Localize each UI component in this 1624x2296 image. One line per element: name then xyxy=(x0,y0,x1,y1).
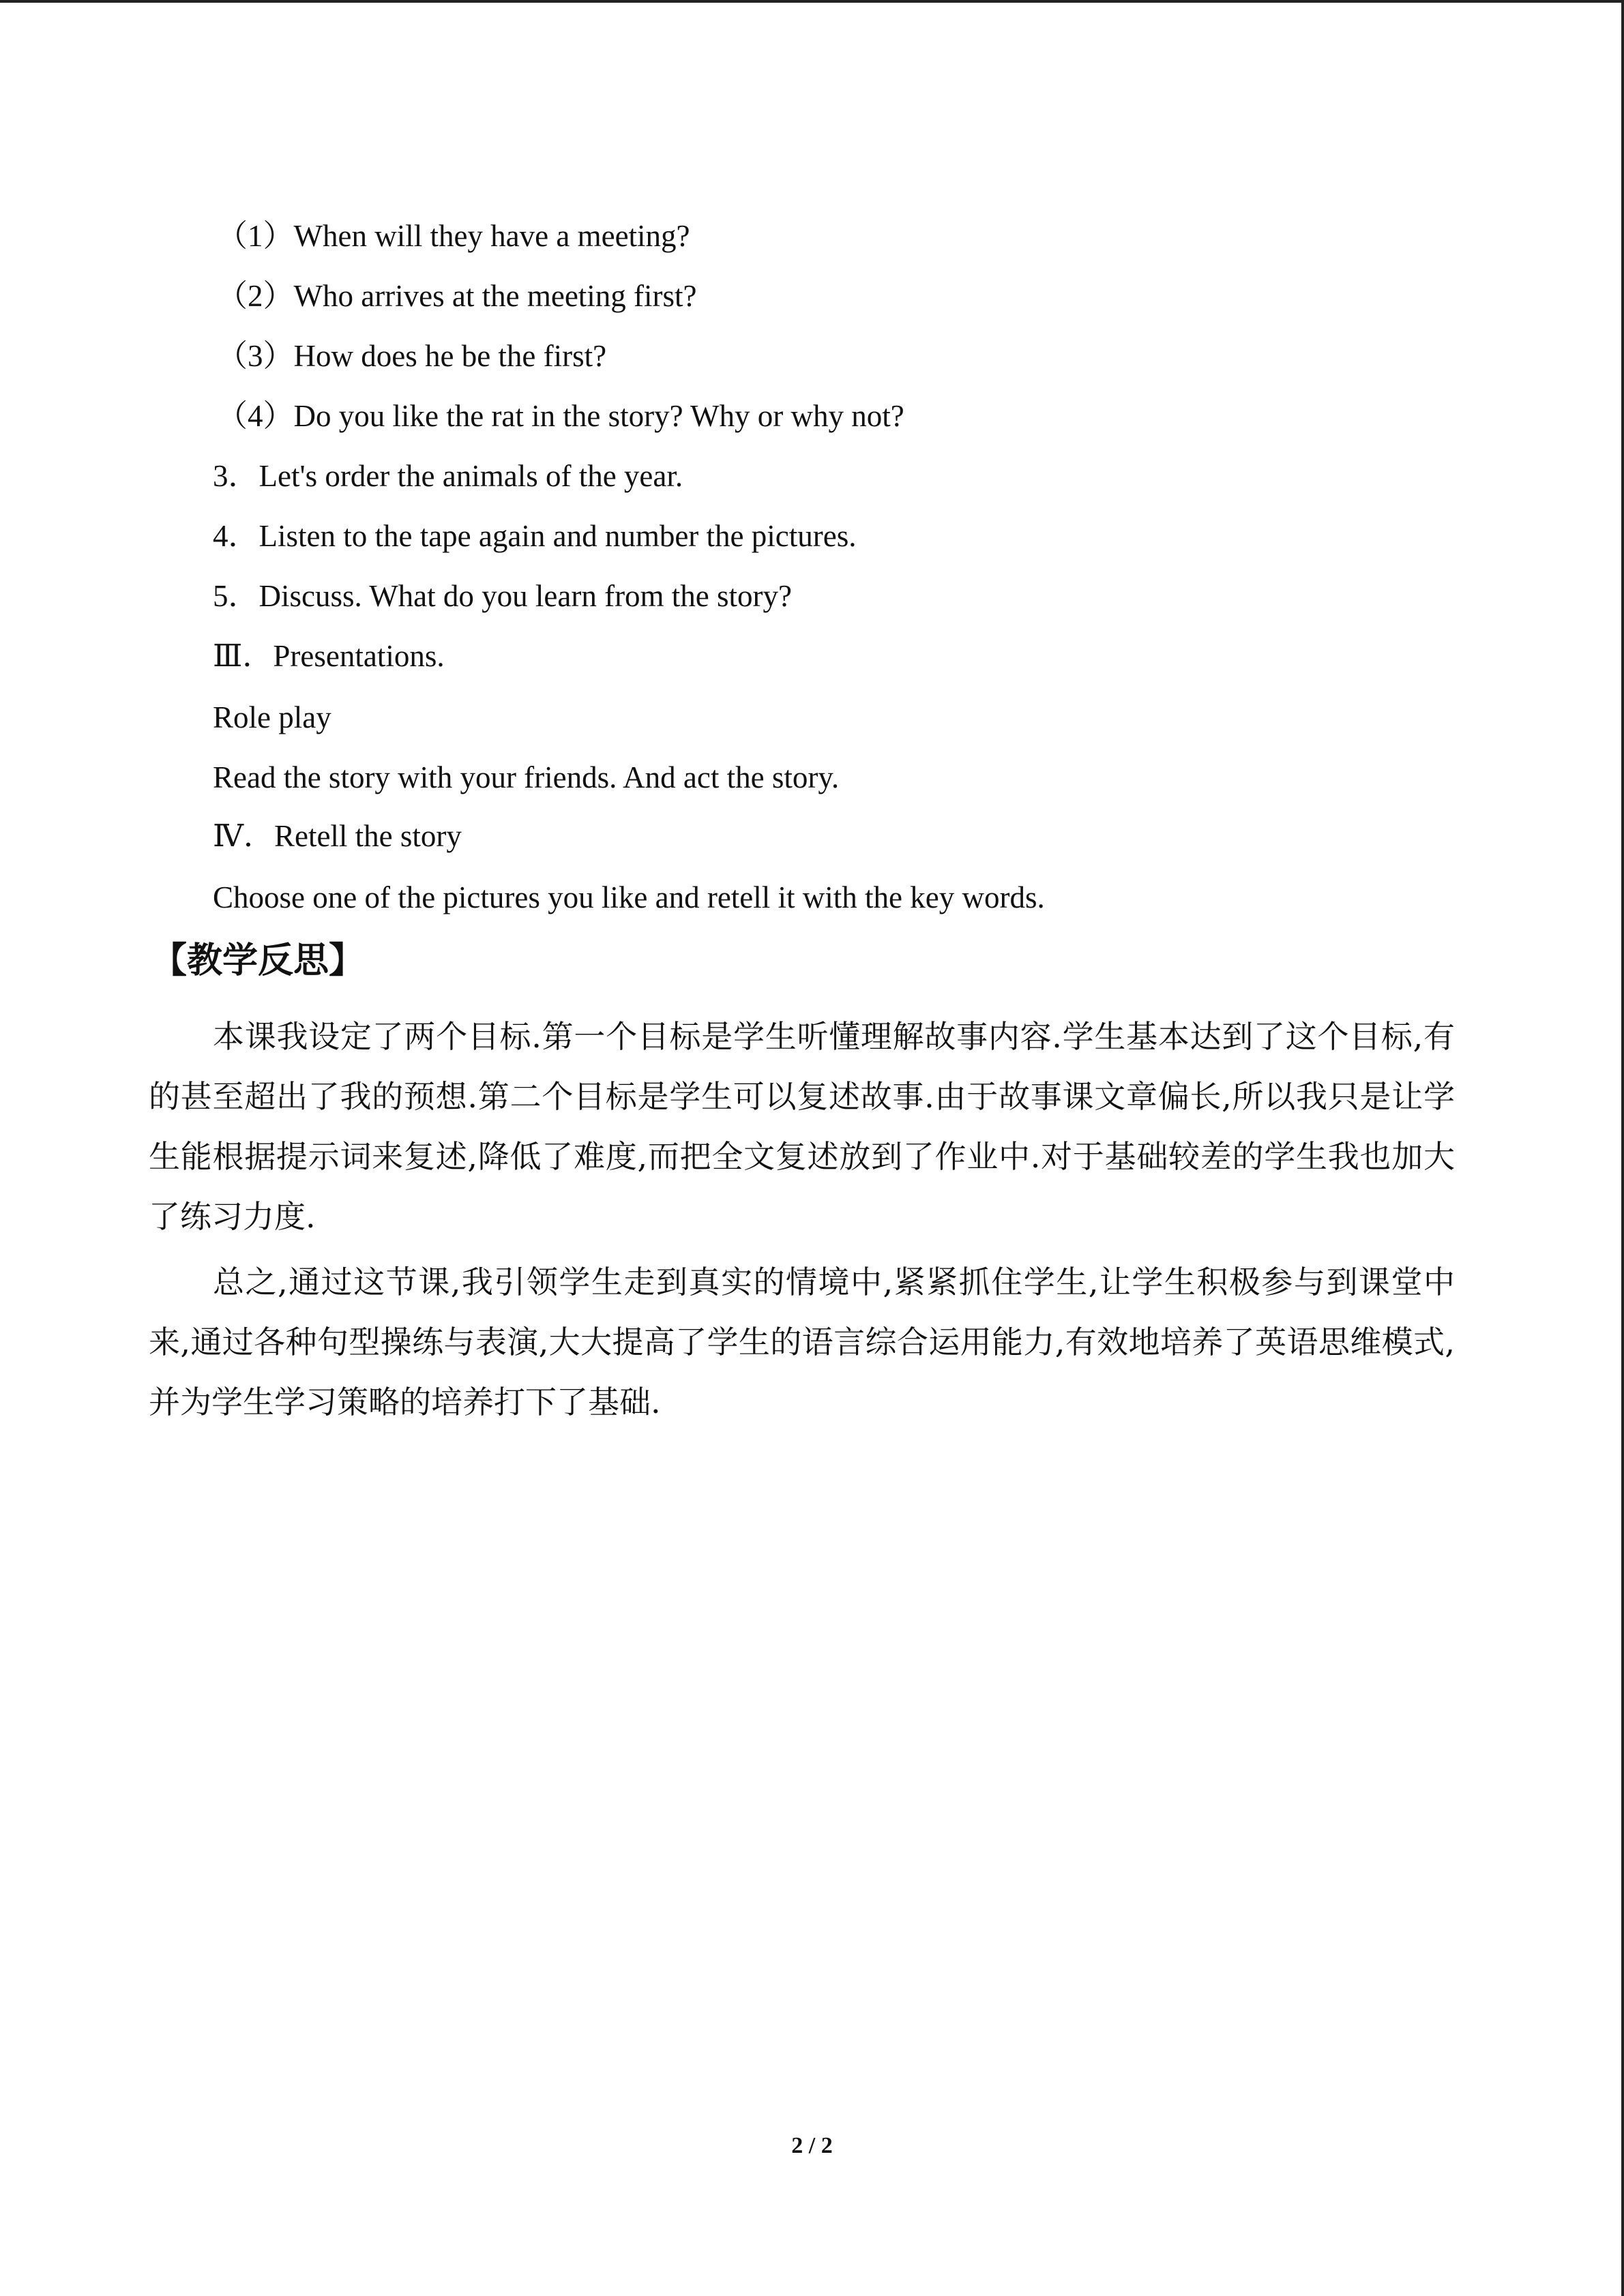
section-retell-text: Choose one of the pictures you like and retell it with the key words. xyxy=(213,880,1045,914)
question-4: （4）Do you like the rat in the story? Why or why not? xyxy=(217,399,904,433)
reflection-paragraph-1: 本课我设定了两个目标.第一个目标是学生听懂理解故事内容.学生基本达到了这个目标,有的甚至超出了我的预想.第二个目标是学生可以复述故事.由于故事课文章偏长,所以我只是让学生能根据提示词来复述,降低了难度,而把全文复述放到了作业中.对于基础较差的学生我也加大了练习力度. xyxy=(149,1018,1455,1235)
section-role-play-text: Read the story with your friends. And act the story. xyxy=(213,760,840,794)
page-number: 2 / 2 xyxy=(791,2133,833,2158)
question-3: （3）How does he be the first? xyxy=(217,339,607,373)
question-2: （2）Who arrives at the meeting first? xyxy=(217,279,697,313)
step-3: 3．Let's order the animals of the year. xyxy=(213,459,683,493)
section-presentations-title: Ⅲ．Presentations. xyxy=(213,639,445,673)
reflection-heading: 【教学反思】 xyxy=(151,940,365,981)
section-role-play-subtitle: Role play xyxy=(213,700,331,734)
question-1: （1）When will they have a meeting? xyxy=(217,219,690,253)
reflection-paragraph-2: 总之,通过这节课,我引领学生走到真实的情境中,紧紧抓住学生,让学生积极参与到课堂中来,通过各种句型操练与表演,大大提高了学生的语言综合运用能力,有效地培养了英语思维模式,并为学生学习策略的培养打下了基础. xyxy=(149,1264,1455,1420)
step-4: 4．Listen to the tape again and number the pictures. xyxy=(213,519,857,553)
top-border xyxy=(0,0,1624,3)
section-retell-title: Ⅳ．Retell the story xyxy=(213,819,462,853)
right-border xyxy=(1621,0,1624,2296)
step-5: 5．Discuss. What do you learn from the story? xyxy=(213,579,793,613)
